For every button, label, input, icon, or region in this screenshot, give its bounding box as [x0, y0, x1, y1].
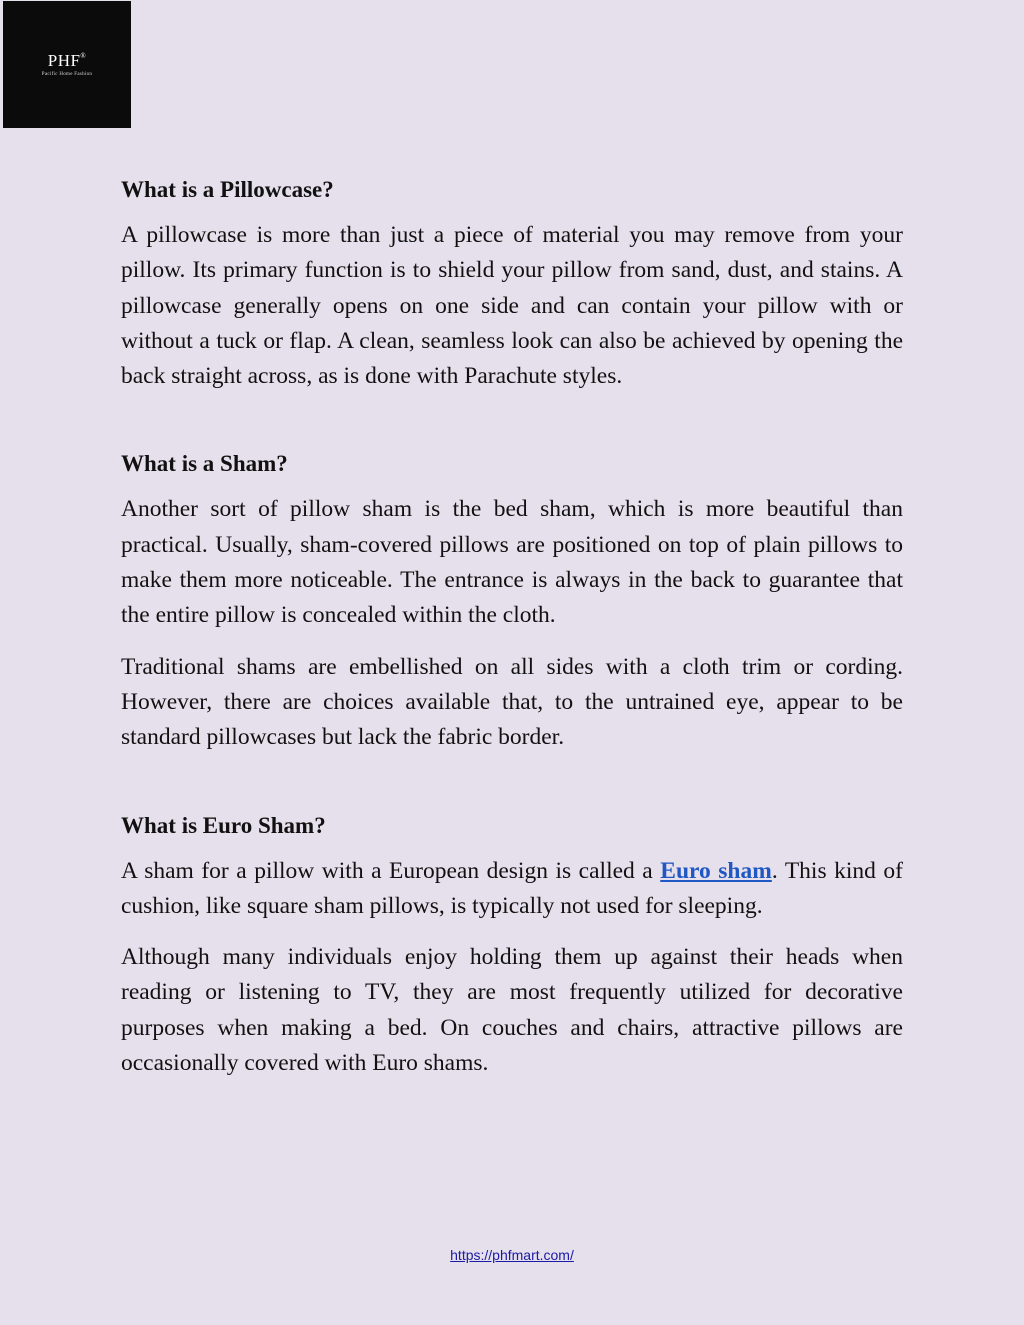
section-heading: What is a Sham?: [121, 451, 288, 477]
section-heading: What is a Pillowcase?: [121, 177, 334, 202]
section-sham: [121, 446, 903, 755]
section-heading: What is Euro Sham?: [121, 812, 326, 838]
paragraph-with-link: [121, 854, 903, 925]
logo-mark: PHF®: [47, 51, 87, 70]
euro-sham-link[interactable]: Euro sham: [660, 857, 772, 884]
paragraph: Although many individuals enjoy holding them up against their heads when reading or listening to TV, they are most frequently utilized for decorative purposes when making a bed. On couches and chairs, attractive pillows are occasionally covered with Euro shams.: [121, 944, 903, 1077]
paragraph: Traditional shams are embellished on all sides with a cloth trim or cording. However, there are choices available that, to the untrained eye, appear to be standard pillowcases but lack the fabric border.: [121, 653, 903, 751]
paragraph: A pillowcase is more than just a piece of material you may remove from your pillow. Its primary function is to shield your pillow from sand, dust, and stains. A pillowcase generally opens on one side and can contain your pillow with or without a tuck or flap. A clean, seamless look can also be achieved by opening the back straight across, as is done with Parachute styles.: [121, 222, 903, 390]
section-pillowcase: [121, 172, 903, 394]
logo-tagline: Pacific Home Fashion: [41, 72, 93, 77]
paragraph-text: A sham for a pillow with a European design is called a: [121, 857, 661, 884]
section-euro-sham: [121, 808, 903, 1082]
paragraph-text: . This kind of cushion, like square sham pillows, is typically not used for sleeping.: [121, 857, 903, 919]
footer-url-link[interactable]: https://phfmart.com/: [450, 1247, 574, 1263]
page-footer: [0, 1247, 1024, 1263]
article-body: [121, 172, 903, 1081]
brand-logo: [3, 1, 131, 128]
paragraph: Another sort of pillow sham is the bed sham, which is more beautiful than practical. Usually, sham-covered pillows are positioned on top of plain pillows to make them more noticeable. The entrance is always in the back to guarantee that the entire pillow is concealed within the cloth.: [121, 496, 903, 629]
